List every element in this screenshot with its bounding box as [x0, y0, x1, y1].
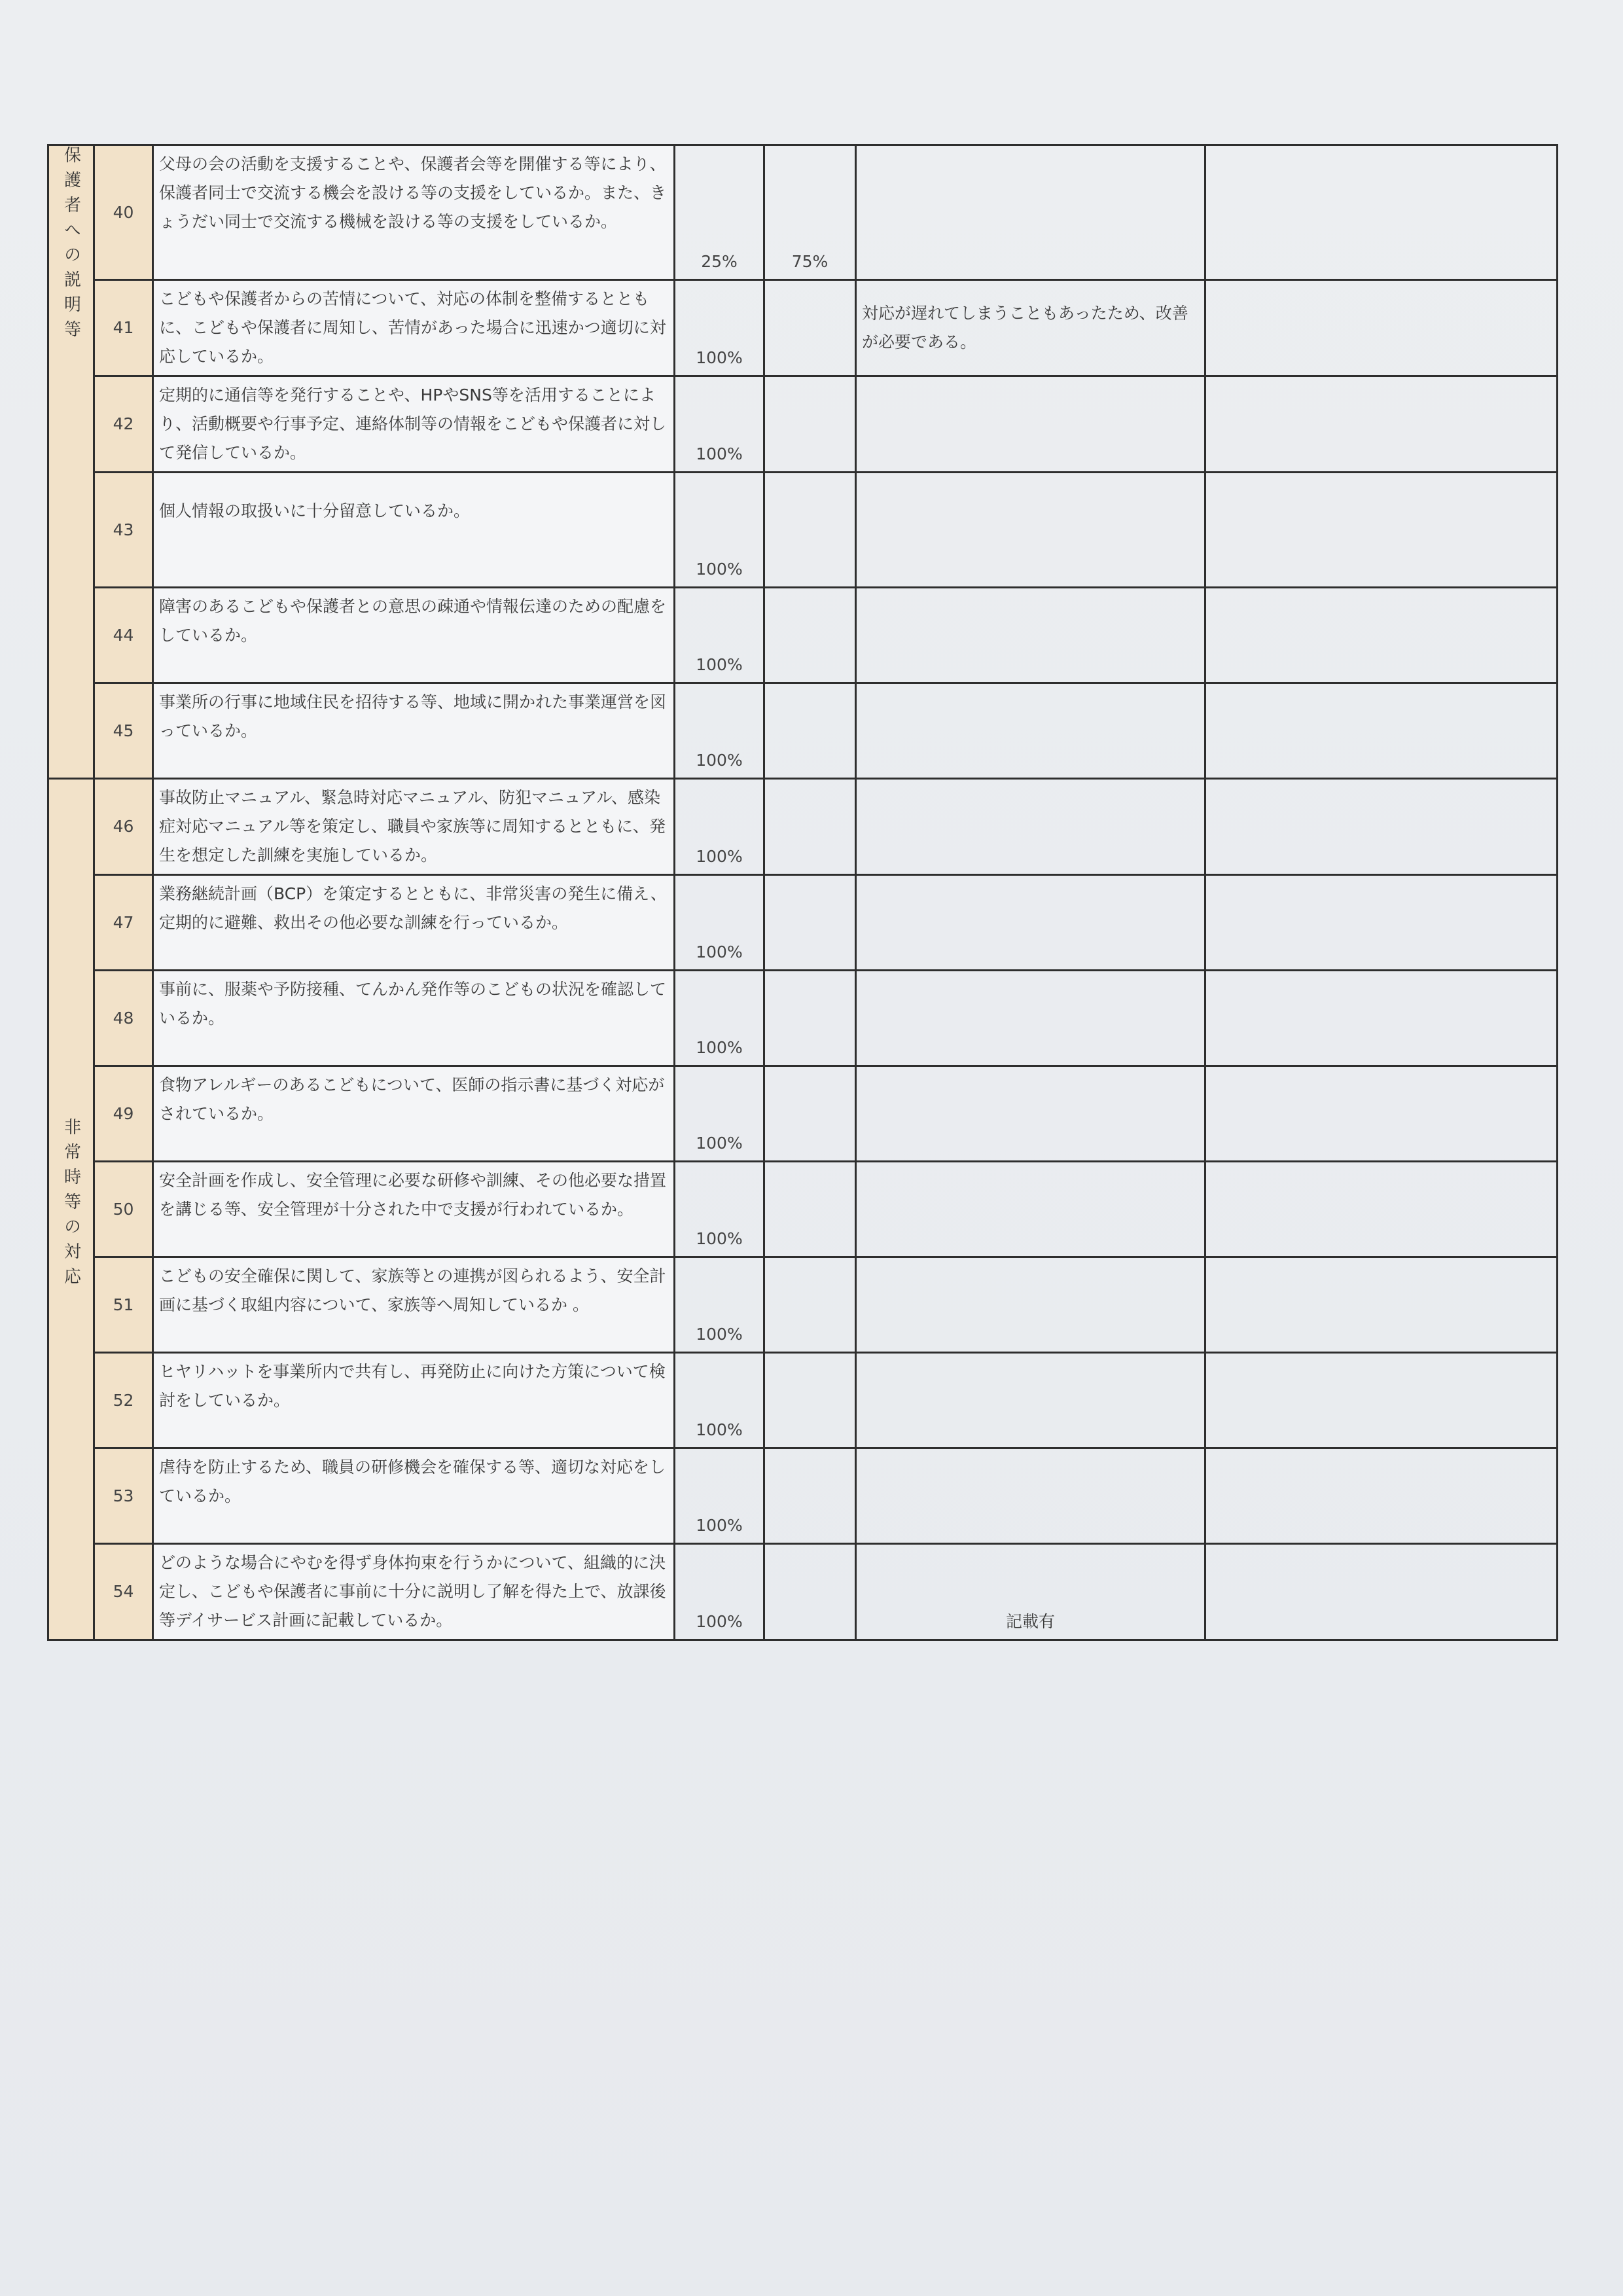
- improvement-cell: [1205, 1544, 1558, 1640]
- improvement-cell: [1205, 1066, 1558, 1162]
- percent-yes: 100%: [675, 588, 764, 683]
- comment-cell: [856, 683, 1205, 779]
- comment-cell: [856, 1066, 1205, 1162]
- row-number: 41: [94, 280, 153, 376]
- improvement-cell: [1205, 1448, 1558, 1544]
- evaluation-table: [47, 144, 1558, 1641]
- question-text: 虐待を防止するため、職員の研修機会を確保する等、適切な対応をしているか。: [153, 1448, 675, 1544]
- comment-cell: [856, 779, 1205, 875]
- percent-unknown: [764, 971, 856, 1066]
- row-number: 43: [94, 473, 153, 588]
- comment-cell: [856, 1257, 1205, 1353]
- row-number: 49: [94, 1066, 153, 1162]
- question-text: 定期的に通信等を発行することや、HPやSNS等を活用することにより、活動概要や行事予定、連絡体制等の情報をこどもや保護者に対して発信しているか。: [153, 376, 675, 473]
- row-number: 48: [94, 971, 153, 1066]
- row-number: 44: [94, 588, 153, 683]
- percent-yes: 100%: [675, 1257, 764, 1353]
- improvement-cell: [1205, 971, 1558, 1066]
- question-text: ヒヤリハットを事業所内で共有し、再発防止に向けた方策について検討をしているか。: [153, 1353, 675, 1448]
- comment-cell: [856, 588, 1205, 683]
- improvement-cell: [1205, 473, 1558, 588]
- percent-unknown: [764, 1353, 856, 1448]
- percent-yes: 100%: [675, 1448, 764, 1544]
- percent-unknown: [764, 473, 856, 588]
- question-text: 父母の会の活動を支援することや、保護者会等を開催する等により、保護者同士で交流する機会を設ける等の支援をしているか。また、きょうだい同士で交流する機械を設ける等の支援をしているか。: [153, 145, 675, 280]
- question-text: 事業所の行事に地域住民を招待する等、地域に開かれた事業運営を図っているか。: [153, 683, 675, 779]
- row-number: 53: [94, 1448, 153, 1544]
- percent-unknown: [764, 1257, 856, 1353]
- question-text: 食物アレルギーのあるこどもについて、医師の指示書に基づく対応がされているか。: [153, 1066, 675, 1162]
- question-text: 障害のあるこどもや保護者との意思の疎通や情報伝達のための配慮をしているか。: [153, 588, 675, 683]
- percent-unknown: [764, 1162, 856, 1257]
- improvement-cell: [1205, 145, 1558, 280]
- row-number: 54: [94, 1544, 153, 1640]
- improvement-cell: [1205, 588, 1558, 683]
- question-text: こどもや保護者からの苦情について、対応の体制を整備するとともに、こどもや保護者に周知し、苦情があった場合に迅速かつ適切に対応しているか。: [153, 280, 675, 376]
- question-text: 個人情報の取扱いに十分留意しているか。: [153, 473, 675, 588]
- percent-yes: 100%: [675, 683, 764, 779]
- category-cell-guardian-explanation: [48, 145, 94, 779]
- comment-cell: [856, 971, 1205, 1066]
- improvement-cell: [1205, 1257, 1558, 1353]
- percent-unknown: [764, 875, 856, 971]
- improvement-cell: [1205, 683, 1558, 779]
- percent-yes: 100%: [675, 376, 764, 473]
- row-number: 46: [94, 779, 153, 875]
- category-label: 非常時等の対応: [61, 1117, 81, 1292]
- improvement-cell: [1205, 280, 1558, 376]
- percent-unknown: [764, 280, 856, 376]
- percent-yes: 100%: [675, 779, 764, 875]
- row-number: 40: [94, 145, 153, 280]
- row-number: 51: [94, 1257, 153, 1353]
- comment-cell: [856, 145, 1205, 280]
- percent-yes: 100%: [675, 875, 764, 971]
- percent-yes: 100%: [675, 1066, 764, 1162]
- percent-unknown: [764, 376, 856, 473]
- category-cell-emergency-response: [48, 779, 94, 1640]
- percent-yes: 25%: [675, 145, 764, 280]
- comment-cell: 記載有: [856, 1544, 1205, 1640]
- percent-yes: 100%: [675, 280, 764, 376]
- category-label: 保護者への説明等: [61, 146, 81, 345]
- percent-yes: 100%: [675, 971, 764, 1066]
- question-text: どのような場合にやむを得ず身体拘束を行うかについて、組織的に決定し、こどもや保護者に事前に十分に説明し了解を得た上で、放課後等デイサービス計画に記載しているか。: [153, 1544, 675, 1640]
- comment-cell: [856, 875, 1205, 971]
- comment-cell: [856, 376, 1205, 473]
- percent-unknown: [764, 588, 856, 683]
- percent-yes: 100%: [675, 1162, 764, 1257]
- comment-cell: [856, 473, 1205, 588]
- comment-cell: 対応が遅れてしまうこともあったため、改善が必要である。: [856, 280, 1205, 376]
- row-number: 47: [94, 875, 153, 971]
- percent-unknown: 75%: [764, 145, 856, 280]
- percent-yes: 100%: [675, 1544, 764, 1640]
- percent-unknown: [764, 683, 856, 779]
- percent-yes: 100%: [675, 1353, 764, 1448]
- comment-cell: [856, 1162, 1205, 1257]
- improvement-cell: [1205, 376, 1558, 473]
- improvement-cell: [1205, 779, 1558, 875]
- row-number: 50: [94, 1162, 153, 1257]
- improvement-cell: [1205, 1353, 1558, 1448]
- row-number: 45: [94, 683, 153, 779]
- question-text: 安全計画を作成し、安全管理に必要な研修や訓練、その他必要な措置を講じる等、安全管理が十分された中で支援が行われているか。: [153, 1162, 675, 1257]
- percent-yes: 100%: [675, 473, 764, 588]
- question-text: 事故防止マニュアル、緊急時対応マニュアル、防犯マニュアル、感染症対応マニュアル等を策定し、職員や家族等に周知するとともに、発生を想定した訓練を実施しているか。: [153, 779, 675, 875]
- question-text: 業務継続計画（BCP）を策定するとともに、非常災害の発生に備え、定期的に避難、救出その他必要な訓練を行っているか。: [153, 875, 675, 971]
- comment-cell: [856, 1448, 1205, 1544]
- improvement-cell: [1205, 1162, 1558, 1257]
- improvement-cell: [1205, 875, 1558, 971]
- percent-unknown: [764, 779, 856, 875]
- question-text: こどもの安全確保に関して、家族等との連携が図られるよう、安全計画に基づく取組内容について、家族等へ周知しているか 。: [153, 1257, 675, 1353]
- comment-cell: [856, 1353, 1205, 1448]
- percent-unknown: [764, 1544, 856, 1640]
- question-text: 事前に、服薬や予防接種、てんかん発作等のこどもの状況を確認しているか。: [153, 971, 675, 1066]
- row-number: 42: [94, 376, 153, 473]
- percent-unknown: [764, 1448, 856, 1544]
- percent-unknown: [764, 1066, 856, 1162]
- row-number: 52: [94, 1353, 153, 1448]
